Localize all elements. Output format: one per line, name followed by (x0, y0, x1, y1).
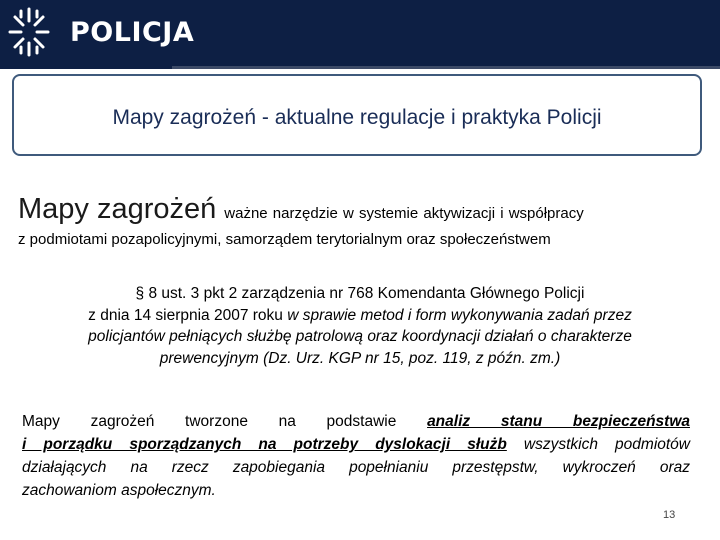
intro-heading: Mapy zagrożeń (18, 193, 217, 225)
description-line-4: zachowaniom aspołecznym. (22, 482, 216, 499)
header-divider (0, 66, 720, 69)
page-number: 13 (663, 509, 676, 521)
regulation-line-4: prewencyjnym (Dz. Urz. KGP nr 15, poz. 119, z późn. zm.) (159, 349, 561, 367)
regulation-line-2 (30, 305, 690, 327)
description-emphasis-2: i porządku sporządzanych na potrzeby dyslokacji służb (22, 436, 507, 453)
description-lead: Mapy zagrożeń tworzone na podstawie (22, 413, 397, 430)
regulation-line-3: policjantów pełniących służbę patrolową oraz koordynacji działań o charakterze (88, 328, 632, 345)
intro-text: ważne narzędzie w systemie aktywizacji i współpracy (224, 205, 584, 222)
regulation-subject: w sprawie metod i form wykonywania zadań przez (287, 306, 632, 324)
description-text-2: wszystkich podmiotów (506, 436, 691, 453)
header-bar (0, 0, 720, 66)
police-star-icon (6, 5, 52, 59)
intro-continuation: z podmiotami pozapolicyjnymi, samorządem terytorialnym oraz społeczeństwem (18, 231, 551, 248)
intro-line (18, 193, 584, 226)
description-line-2 (22, 433, 690, 456)
title-box (12, 74, 702, 156)
description-paragraph (22, 410, 690, 502)
regulation-line-1: § 8 ust. 3 pkt 2 zarządzenia nr 768 Komendanta Głównego Policji (135, 285, 585, 302)
slide-title: Mapy zagrożeń - aktualne regulacje i praktyka Policji (112, 106, 602, 129)
description-line-3: działających na rzecz zapobiegania popełnianiu przestępstw, wykroczeń oraz (22, 459, 690, 476)
regulation-date: z dnia 14 sierpnia 2007 roku (88, 306, 288, 324)
description-emphasis-1: analiz stanu bezpieczeństwa (427, 413, 690, 430)
regulation-reference (30, 283, 690, 369)
logo-text: POLICJA (70, 17, 195, 48)
description-line-1 (22, 410, 690, 433)
